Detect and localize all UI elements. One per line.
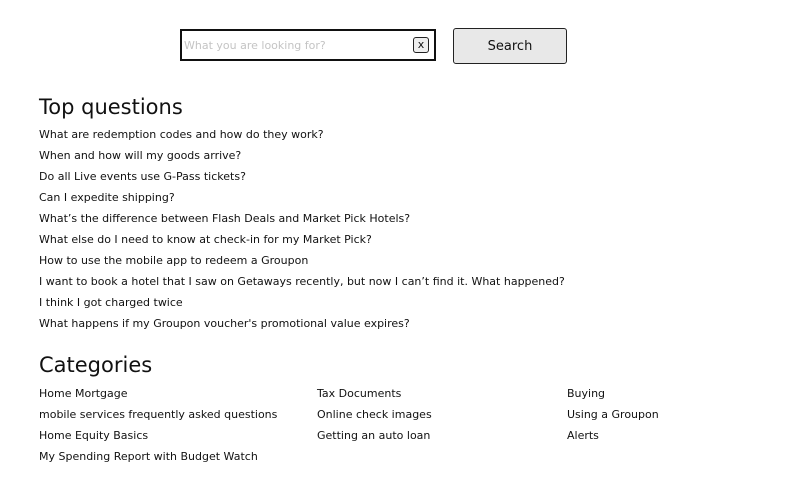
question-link[interactable]: What else do I need to know at check-in for my Market Pick? [39, 233, 372, 246]
question-link[interactable]: Can I expedite shipping? [39, 191, 175, 204]
category-link[interactable]: mobile services frequently asked questions [39, 408, 278, 421]
categories-column-1 [39, 383, 277, 467]
question-link[interactable]: What are redemption codes and how do they work? [39, 128, 324, 141]
top-questions-heading: Top questions [39, 95, 183, 119]
question-link[interactable]: Do all Live events use G-Pass tickets? [39, 170, 246, 183]
clear-search-button[interactable]: x [413, 37, 429, 53]
category-link[interactable]: Home Mortgage [39, 387, 128, 400]
categories-column-2 [317, 383, 432, 446]
top-questions-list [39, 124, 565, 334]
search-input[interactable] [182, 31, 413, 59]
category-link[interactable]: Home Equity Basics [39, 429, 149, 442]
question-link[interactable]: How to use the mobile app to redeem a Groupon [39, 254, 309, 267]
question-link[interactable]: What’s the difference between Flash Deals and Market Pick Hotels? [39, 212, 411, 225]
category-link[interactable]: Using a Groupon [567, 408, 659, 421]
search-button[interactable]: Search [453, 28, 567, 64]
category-link[interactable]: Tax Documents [317, 387, 402, 400]
question-link[interactable]: I think I got charged twice [39, 296, 183, 309]
category-link[interactable]: Alerts [567, 429, 599, 442]
categories-heading: Categories [39, 353, 153, 377]
question-link[interactable]: I want to book a hotel that I saw on Getaways recently, but now I can’t find it. What happened? [39, 275, 565, 288]
category-link[interactable]: My Spending Report with Budget Watch [39, 450, 258, 463]
category-link[interactable]: Online check images [317, 408, 432, 421]
search-box [180, 29, 436, 61]
categories-column-3 [567, 383, 659, 446]
category-link[interactable]: Buying [567, 387, 606, 400]
category-link[interactable]: Getting an auto loan [317, 429, 431, 442]
question-link[interactable]: When and how will my goods arrive? [39, 149, 242, 162]
question-link[interactable]: What happens if my Groupon voucher's promotional value expires? [39, 317, 410, 330]
